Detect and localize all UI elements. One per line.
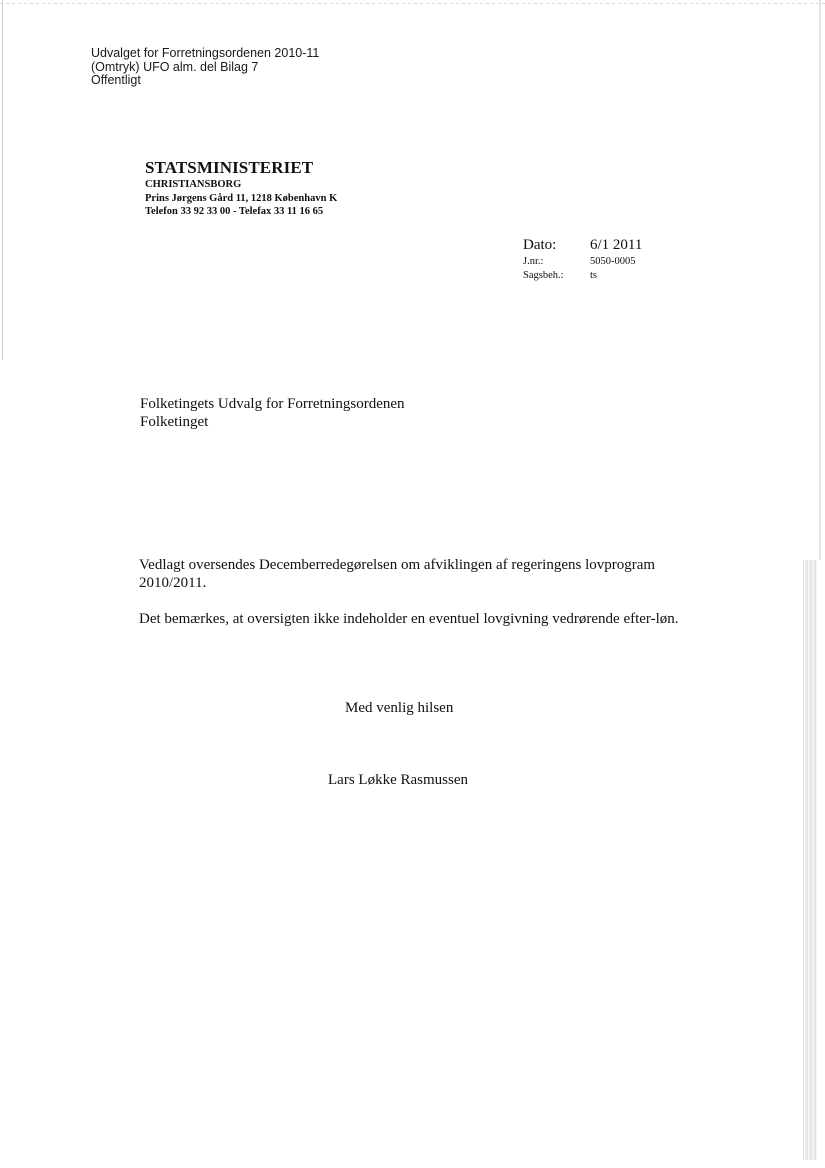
scan-edge-top (0, 3, 825, 4)
stamp-committee: Udvalget for Forretningsordenen 2010-11 (91, 46, 320, 60)
letter-body (139, 556, 679, 628)
ministry-address: Prins Jørgens Gård 11, 1218 København K (145, 192, 338, 204)
recipient-address (140, 395, 405, 431)
ministry-location: CHRISTIANSBORG (145, 179, 242, 190)
caseworker-label: Sagsbeh.: (523, 270, 564, 281)
date-value: 6/1 2011 (590, 237, 643, 253)
caseworker-value: ts (590, 270, 598, 281)
body-paragraph-2: Det bemærkes, at oversigten ikke indeholder en eventuel lovgivning vedrørende efter-løn. (139, 611, 679, 627)
ministry-name: STATSMINISTERIET (145, 158, 314, 177)
recipient-institution: Folketinget (140, 414, 209, 430)
journal-number-row (523, 255, 642, 269)
date-row (523, 236, 642, 255)
stamp-status: Offentligt (91, 73, 141, 87)
journal-number-label: J.nr.: (523, 256, 544, 267)
signatory-name: Lars Løkke Rasmussen (328, 772, 468, 788)
closing-salutation: Med venlig hilsen (345, 700, 454, 716)
scan-edge-right-top (819, 0, 821, 560)
recipient-committee: Folketingets Udvalg for Forretningsordenen (140, 396, 405, 412)
date-label: Dato: (523, 237, 557, 253)
document-stamp (91, 47, 319, 88)
scan-edge-left (2, 0, 3, 360)
ministry-phone-fax: Telefon 33 92 33 00 - Telefax 33 11 16 65 (145, 206, 324, 217)
caseworker-row (523, 269, 642, 283)
scan-edge-right (803, 560, 817, 1160)
stamp-reference: (Omtryk) UFO alm. del Bilag 7 (91, 59, 259, 74)
letterhead (145, 158, 337, 219)
letter-metadata (523, 236, 642, 283)
body-paragraph-1: Vedlagt oversendes Decemberredegørelsen om afviklingen af regeringens lovprogram 2010/2011. (139, 557, 656, 591)
journal-number-value: 5050-0005 (590, 256, 636, 267)
